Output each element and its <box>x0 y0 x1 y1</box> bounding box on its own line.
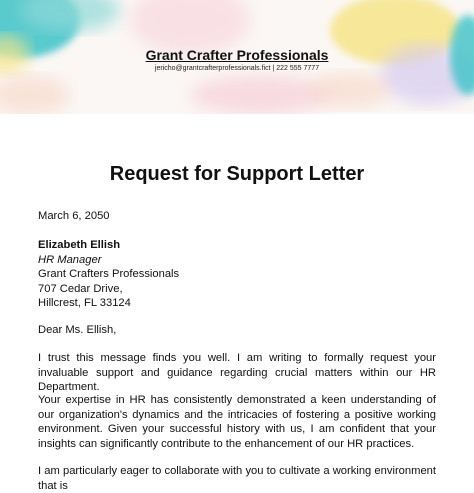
paragraph-collaboration: I am particularly eager to collaborate with you to cultivate a working environment that is <box>38 465 436 492</box>
recipient-block <box>38 238 436 311</box>
salutation: Dear Ms. Ellish, <box>38 324 117 336</box>
paragraph-expertise: Your expertise in HR has consistently demonstrated a keen understanding of our organization's dynamics and the intricacies of fostering a positive working environment. Given your successful history with us, I am confident that your insights can significantly contribute to the enhancement of our HR practices. <box>38 394 436 450</box>
letter-title: Request for Support Letter <box>109 163 365 185</box>
paragraph-intro: I trust this message finds you well. I am writing to formally request your invaluable support and guidance regarding crucial matters within our HR Department. <box>38 352 436 394</box>
recipient-name: Elizabeth Ellish <box>38 239 121 251</box>
company-contact: jericho@grantcrafterprofessionals.fict | 222 555 7777 <box>154 65 320 72</box>
company-name: Grant Crafter Professionals <box>145 47 329 63</box>
recipient-role: HR Manager <box>38 253 102 266</box>
letter-date: March 6, 2050 <box>38 210 110 222</box>
recipient-company: Grant Crafters Professionals <box>38 268 180 281</box>
recipient-city: Hillcrest, FL 33124 <box>38 297 131 310</box>
recipient-street: 707 Cedar Drive, <box>38 282 123 295</box>
header-banner <box>0 0 474 114</box>
